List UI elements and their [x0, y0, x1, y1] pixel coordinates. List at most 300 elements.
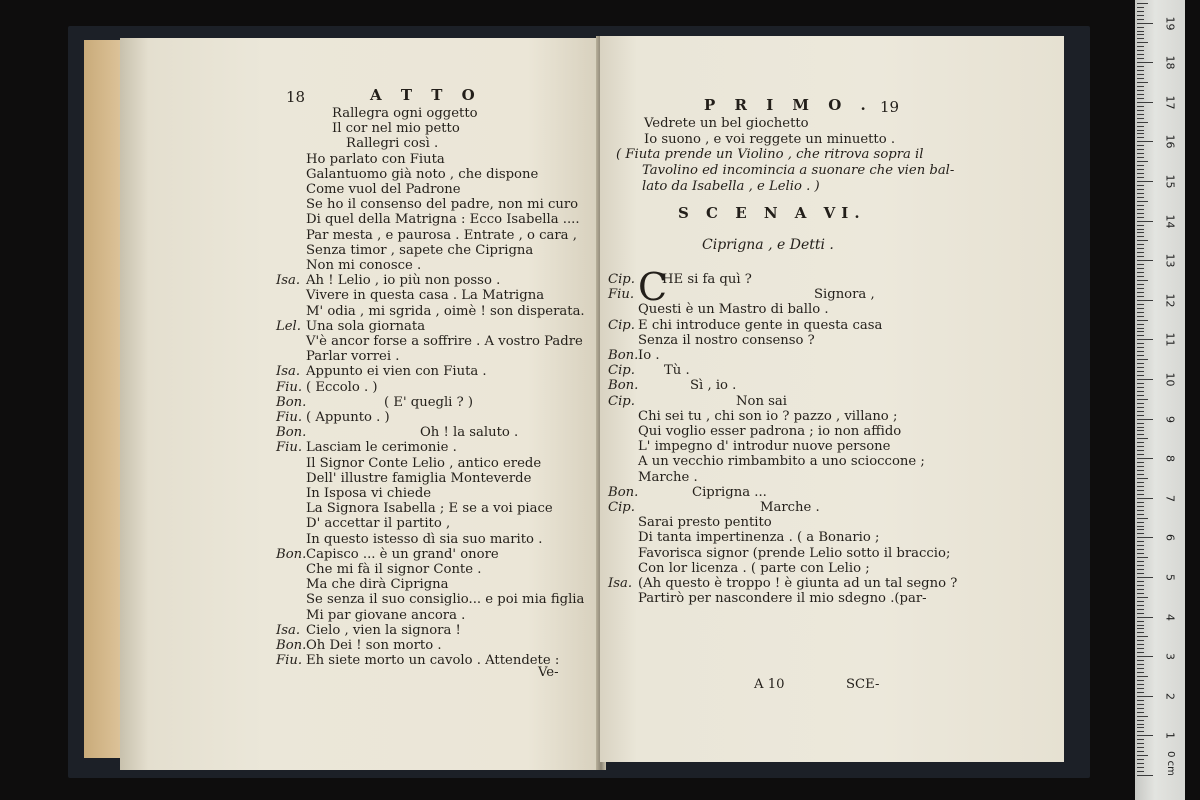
verse-line: Vedrete un bel giochetto [644, 116, 809, 131]
ruler-tick [1137, 331, 1144, 332]
verse-line: L' impegno d' introdur nuove persone [638, 439, 891, 455]
verse-line: Par mesta , e paurosa . Entrate , o cara , [306, 227, 577, 243]
ruler-tick [1137, 205, 1144, 206]
ruler-tick [1137, 696, 1153, 697]
ruler-tick [1137, 585, 1144, 586]
verse-line: Favorisca signor (prende Lelio sotto il braccio; [638, 545, 951, 561]
speaker-label: Fiu. [276, 379, 303, 395]
speaker-label: Cip. [608, 363, 635, 379]
ruler-tick [1137, 589, 1144, 590]
verse-line: Marche . [760, 500, 820, 515]
ruler-tick [1137, 355, 1144, 356]
ruler-tick [1137, 553, 1144, 554]
ruler-tick [1137, 19, 1144, 20]
ruler-tick [1137, 735, 1153, 736]
verse-line: Come vuol del Padrone [306, 182, 461, 197]
speaker-label: Fiu. [276, 410, 303, 425]
ruler-tick [1137, 438, 1148, 439]
ruler-tick [1137, 343, 1144, 344]
ruler-tick [1137, 256, 1144, 257]
speaker-label: Bon. [608, 348, 639, 363]
ruler-tick [1137, 605, 1144, 606]
ruler-tick [1137, 767, 1144, 768]
speaker-label: Isa. [276, 364, 301, 380]
ruler-number: 1 [1163, 732, 1177, 740]
ruler-tick [1137, 478, 1148, 479]
ruler-tick [1137, 74, 1144, 75]
verse-line: Non sai [736, 393, 788, 409]
ruler-tick [1137, 379, 1153, 380]
ruler-tick [1137, 617, 1153, 618]
running-head-left: A T T O [370, 86, 482, 104]
ruler-number: 19 [1163, 16, 1177, 31]
ruler-tick [1137, 514, 1144, 515]
ruler-tick [1137, 7, 1144, 8]
verse-line: Il cor nel mio petto [332, 121, 460, 137]
ruler-tick [1137, 316, 1144, 317]
ruler-tick [1137, 276, 1144, 277]
ruler-tick [1137, 34, 1144, 35]
ruler-tick [1137, 320, 1148, 321]
ruler-tick [1137, 292, 1144, 293]
ruler-tick [1137, 260, 1153, 261]
verse-line: Non mi conosce . [306, 258, 422, 273]
ruler-number: 18 [1163, 55, 1177, 70]
ruler-tick [1137, 727, 1144, 728]
ruler-tick [1137, 442, 1144, 443]
verse-line: Oh ! la saluto . [420, 425, 519, 441]
ruler-tick [1137, 284, 1144, 285]
ruler-tick [1137, 173, 1144, 174]
ruler-tick [1137, 399, 1148, 400]
ruler-tick [1137, 387, 1144, 388]
ruler-tick [1137, 533, 1144, 534]
verse-line: Sarai presto pentito [638, 515, 772, 531]
verse-line: Mi par giovane ancora . [306, 607, 466, 623]
ruler-tick [1137, 510, 1144, 511]
speaker-label: Cip. [608, 500, 635, 515]
ruler-tick [1137, 308, 1144, 309]
ruler-tick [1137, 490, 1144, 491]
verse-line: Signora , [814, 287, 875, 303]
ruler-tick [1137, 640, 1144, 641]
ruler-tick [1137, 407, 1144, 408]
ruler-tick [1137, 90, 1144, 91]
verse-line: Una sola giornata [306, 318, 426, 334]
ruler-number: 17 [1163, 95, 1177, 110]
ruler-tick [1137, 720, 1144, 721]
ruler-tick [1137, 359, 1148, 360]
ruler-tick [1137, 743, 1144, 744]
ruler-tick [1137, 403, 1144, 404]
speaker-label: Isa. [276, 273, 301, 289]
ruler-tick [1137, 462, 1144, 463]
ruler-tick [1137, 375, 1144, 376]
ruler-tick [1137, 656, 1153, 657]
ruler-tick [1137, 494, 1144, 495]
ruler-tick [1137, 78, 1144, 79]
speaker-label: Bon. [276, 394, 307, 410]
ruler-tick [1137, 522, 1144, 523]
running-head-right: P R I M O . [704, 96, 873, 114]
ruler-tick [1137, 3, 1148, 4]
ruler-number: 3 [1163, 653, 1177, 661]
ruler-tick [1137, 177, 1144, 178]
ruler-tick [1137, 42, 1148, 43]
ruler-tick [1137, 771, 1144, 772]
ruler-tick [1137, 106, 1144, 107]
ruler-tick [1137, 130, 1144, 131]
ruler-tick [1137, 201, 1148, 202]
ruler-tick [1137, 537, 1153, 538]
ruler-tick [1137, 145, 1144, 146]
verse-line: Cielo , vien la signora ! [306, 622, 461, 638]
ruler-tick [1137, 731, 1144, 732]
page-number-right: 19 [880, 98, 900, 116]
ruler-tick [1137, 573, 1144, 574]
ruler-tick [1137, 50, 1144, 51]
speaker-label: Cip. [608, 272, 635, 287]
ruler-tick [1137, 363, 1144, 364]
ruler-tick [1137, 339, 1153, 340]
ruler-number: 11 [1163, 332, 1177, 347]
ruler-tick [1137, 98, 1144, 99]
ruler-tick [1137, 209, 1144, 210]
ruler-tick [1137, 328, 1144, 329]
verse-line: Questi è un Mastro di ballo . [638, 302, 829, 318]
ruler-tick [1137, 169, 1144, 170]
ruler-tick [1137, 763, 1144, 764]
ruler-tick [1137, 708, 1144, 709]
ruler-tick [1137, 419, 1153, 420]
ruler-tick [1137, 149, 1144, 150]
verse-line: In Isposa vi chiede [306, 486, 432, 501]
verse-line: Rallegra ogni oggetto [332, 106, 478, 121]
ruler-number: 9 [1163, 415, 1177, 423]
ruler-number: 10 [1163, 372, 1177, 387]
ruler-tick [1137, 450, 1144, 451]
ruler-number: 7 [1163, 494, 1177, 502]
ruler-tick [1137, 628, 1144, 629]
ruler-tick [1137, 15, 1144, 16]
verse-line: Se senza il suo consiglio... e poi mia figlia [306, 592, 585, 608]
ruler-tick [1137, 430, 1144, 431]
ruler-number: 8 [1163, 455, 1177, 463]
ruler-tick [1137, 668, 1144, 669]
ruler-tick [1137, 613, 1144, 614]
ruler-tick [1137, 775, 1153, 776]
ruler-tick [1137, 593, 1144, 594]
ruler-tick [1137, 660, 1144, 661]
ruler-tick [1137, 335, 1144, 336]
ruler-number: 15 [1163, 174, 1177, 189]
ruler-tick [1137, 672, 1144, 673]
ruler-tick [1137, 252, 1144, 253]
speaker-label: Bon. [276, 546, 307, 562]
verse-line: D' accettar il partito , [306, 516, 451, 532]
ruler-tick [1137, 597, 1148, 598]
ruler-tick [1137, 118, 1144, 119]
ruler-tick [1137, 486, 1144, 487]
ruler-tick [1137, 383, 1144, 384]
ruler-tick [1137, 751, 1144, 752]
ruler-number: 6 [1163, 534, 1177, 542]
speaker-label: Cip. [608, 393, 635, 409]
ruler-tick [1137, 11, 1144, 12]
ruler-tick [1137, 193, 1144, 194]
ruler-tick [1137, 272, 1144, 273]
ruler-tick [1137, 264, 1144, 265]
ruler-tick [1137, 716, 1148, 717]
ruler-number: 2 [1163, 692, 1177, 700]
ruler-tick [1137, 506, 1144, 507]
ruler-tick [1137, 288, 1144, 289]
ruler-tick [1137, 470, 1144, 471]
ruler-tick [1137, 114, 1144, 115]
stage-direction: lato da Isabella , e Lelio . ) [642, 179, 820, 194]
ruler-tick [1137, 724, 1144, 725]
verse-line: Senza timor , sapete che Ciprigna [306, 242, 534, 258]
ruler-tick [1137, 185, 1144, 186]
verse-line: A un vecchio rimbambito a uno scioccone ; [638, 454, 925, 470]
verse-line: Dell' illustre famiglia Monteverde [306, 470, 532, 486]
ruler-tick [1137, 498, 1153, 499]
ruler-tick [1137, 153, 1144, 154]
ruler-tick [1137, 296, 1144, 297]
verse-line: Appunto ei vien con Fiuta . [306, 364, 487, 380]
ruler-tick [1137, 141, 1153, 142]
verse-line: Ma che dirà Ciprigna [306, 577, 449, 593]
verse-line: Eh siete morto un cavolo . Attendete : [306, 653, 560, 669]
ruler-tick [1137, 747, 1144, 748]
ruler-tick [1137, 549, 1144, 550]
stage-direction: ( Fiuta prende un Violino , che ritrova sopra il [616, 147, 924, 162]
stage-direction: Tavolino ed incomincia a suonare che vien bal- [642, 163, 955, 178]
ruler-tick [1137, 704, 1144, 705]
ruler-unit-label: 0 cm [1164, 751, 1176, 776]
verse-line: Lasciam le cerimonie . [306, 440, 457, 456]
speaker-label: Bon. [276, 425, 307, 441]
ruler-tick [1137, 300, 1153, 301]
ruler-tick [1137, 395, 1144, 396]
ruler-number: 12 [1163, 293, 1177, 308]
ruler-tick [1137, 609, 1144, 610]
ruler-tick [1137, 157, 1144, 158]
verse-line: Se ho il consenso del padre, non mi curo [306, 197, 579, 213]
ruler-tick [1137, 434, 1144, 435]
ruler-tick [1137, 126, 1144, 127]
drop-cap: C [638, 265, 668, 309]
verse-line: Di tanta impertinenza . ( a Bonario ; [638, 530, 880, 546]
ruler-tick [1137, 688, 1144, 689]
ruler-tick [1137, 700, 1144, 701]
ruler-tick [1137, 82, 1148, 83]
ruler-tick [1137, 446, 1144, 447]
ruler-tick [1137, 466, 1144, 467]
verse-line: ( Eccolo . ) [306, 379, 378, 395]
ruler-tick [1137, 636, 1148, 637]
ruler-tick [1137, 240, 1148, 241]
ruler-tick [1137, 225, 1144, 226]
ruler-tick [1137, 58, 1144, 59]
verse-line: Io . [638, 348, 660, 363]
ruler-tick [1137, 427, 1144, 428]
speaker-label: Lel. [276, 318, 301, 334]
verse-line: E chi introduce gente in questa casa [638, 317, 883, 333]
verse-line: ( Appunto . ) [306, 410, 390, 425]
ruler-tick [1137, 458, 1153, 459]
verse-line: Vivere in questa casa . La Matrigna [306, 288, 545, 304]
verse-line: Ciprigna ... [692, 484, 767, 500]
ruler-tick [1137, 529, 1144, 530]
ruler-tick [1137, 759, 1144, 760]
ruler-tick [1137, 133, 1144, 134]
ruler-tick [1137, 165, 1144, 166]
ruler-tick [1137, 38, 1144, 39]
verse-line: Che mi fà il signor Conte . [306, 562, 482, 577]
verse-line: Ho parlato con Fiuta [306, 151, 445, 167]
ruler-tick [1137, 565, 1144, 566]
verse-line: M' odia , mi sgrida , oimè ! son disperata. [306, 303, 585, 319]
ruler-tick [1137, 518, 1148, 519]
ruler-tick [1137, 324, 1144, 325]
verse-line: Oh Dei ! son morto . [306, 638, 442, 653]
ruler-tick [1137, 66, 1144, 67]
scene-title: S C E N A VI. [678, 204, 866, 222]
speaker-label: Bon. [608, 484, 639, 500]
ruler-number: 13 [1163, 253, 1177, 268]
ruler-number: 16 [1163, 134, 1177, 149]
ruler-tick [1137, 221, 1153, 222]
speaker-label: Fiu. [608, 287, 635, 303]
ruler-tick [1137, 268, 1144, 269]
ruler-tick [1137, 122, 1148, 123]
verse-line: Il Signor Conte Lelio , antico erede [306, 455, 542, 471]
verse-line: La Signora Isabella ; E se a voi piace [306, 501, 553, 517]
ruler-tick [1137, 541, 1144, 542]
ruler-tick [1137, 27, 1144, 28]
ruler-tick [1137, 526, 1144, 527]
right-page [600, 36, 1064, 762]
ruler-tick [1137, 664, 1144, 665]
ruler-tick [1137, 280, 1148, 281]
ruler-tick [1137, 411, 1144, 412]
ruler-tick [1137, 54, 1144, 55]
verse-line: Rallegri così . [346, 136, 439, 152]
verse-line: Senza il nostro consenso ? [638, 332, 815, 348]
ruler-tick [1137, 577, 1153, 578]
catchword-right: SCE- [846, 677, 880, 692]
ruler-tick [1137, 680, 1144, 681]
ruler-tick [1137, 454, 1144, 455]
ruler-number: 5 [1163, 574, 1177, 581]
ruler-tick [1137, 601, 1144, 602]
ruler-tick [1137, 62, 1153, 63]
speaker-label: Isa. [608, 576, 633, 591]
signature-mark: A 10 [754, 677, 785, 692]
ruler-tick [1137, 684, 1144, 685]
ruler-tick [1137, 482, 1144, 483]
ruler-tick [1137, 304, 1144, 305]
verse-line: Di quel della Matrigna : Ecco Isabella .... [306, 212, 580, 228]
ruler-tick [1137, 712, 1144, 713]
ruler-tick [1137, 652, 1144, 653]
verse-line: Galantuomo già noto , che dispone [306, 166, 539, 182]
ruler-tick [1137, 312, 1144, 313]
ruler-tick [1137, 557, 1148, 558]
ruler-tick [1137, 561, 1144, 562]
ruler-tick [1137, 692, 1144, 693]
ruler-tick [1137, 213, 1144, 214]
verse-line: V'è ancor forse a soffrire . A vostro Padre [306, 334, 583, 349]
ruler-tick [1137, 474, 1144, 475]
ruler-tick [1137, 502, 1144, 503]
ruler-tick [1137, 644, 1144, 645]
speaker-label: Fiu. [276, 440, 303, 456]
verse-line: Capisco ... è un grand' onore [306, 546, 499, 562]
ruler-tick [1137, 86, 1144, 87]
ruler-tick [1137, 581, 1144, 582]
verse-line: Tù . [664, 363, 690, 379]
ruler-tick [1137, 94, 1144, 95]
ruler-tick [1137, 236, 1144, 237]
ruler-tick [1137, 248, 1144, 249]
ruler-tick [1137, 181, 1153, 182]
verse-line: (Ah questo è troppo ! è giunta ad un tal segno ? [638, 576, 958, 591]
ruler-number: 4 [1163, 613, 1177, 621]
verse-line: Qui voglio esser padrona ; io non affido [638, 424, 902, 439]
ruler-tick [1137, 648, 1144, 649]
verse-line: Io suono , e voi reggete un minuetto . [644, 132, 896, 147]
speaker-label: Cip. [608, 317, 635, 333]
speaker-label: Isa. [276, 622, 301, 638]
ruler-tick [1137, 189, 1144, 190]
verse-line: Sì , io . [690, 378, 737, 394]
verse-line: HE si fa quì ? [662, 272, 752, 287]
ruler-tick [1137, 110, 1144, 111]
scene-cast: Ciprigna , e Detti . [702, 237, 834, 253]
ruler-tick [1137, 415, 1144, 416]
ruler-tick [1137, 569, 1144, 570]
page-number-left: 18 [286, 88, 306, 106]
ruler-tick [1137, 244, 1144, 245]
verse-line: Con lor licenza . ( parte con Lelio ; [638, 560, 870, 576]
ruler-tick [1137, 676, 1148, 677]
speaker-label: Fiu. [276, 653, 303, 669]
verse-line: Partirò per nascondere il mio sdegno .(par- [638, 591, 927, 607]
ruler-tick [1137, 755, 1148, 756]
verse-line: In questo istesso dì sia suo marito . [306, 531, 543, 547]
speaker-label: Bon. [276, 638, 307, 653]
ruler-tick [1137, 391, 1144, 392]
catchword-left: Ve- [538, 665, 559, 680]
verse-line: Marche . [638, 469, 698, 485]
ruler-tick [1137, 23, 1153, 24]
ruler-tick [1137, 229, 1144, 230]
ruler-tick [1137, 31, 1144, 32]
verse-line: Ah ! Lelio , io più non posso . [306, 273, 501, 289]
ruler-tick [1137, 367, 1144, 368]
left-page [120, 38, 600, 770]
ruler-tick [1137, 217, 1144, 218]
ruler-tick [1137, 347, 1144, 348]
ruler-number: 14 [1163, 214, 1177, 229]
ruler-tick [1137, 197, 1144, 198]
ruler-tick [1137, 371, 1144, 372]
ruler-tick [1137, 70, 1144, 71]
ruler-tick [1137, 351, 1144, 352]
ruler-tick [1137, 625, 1144, 626]
